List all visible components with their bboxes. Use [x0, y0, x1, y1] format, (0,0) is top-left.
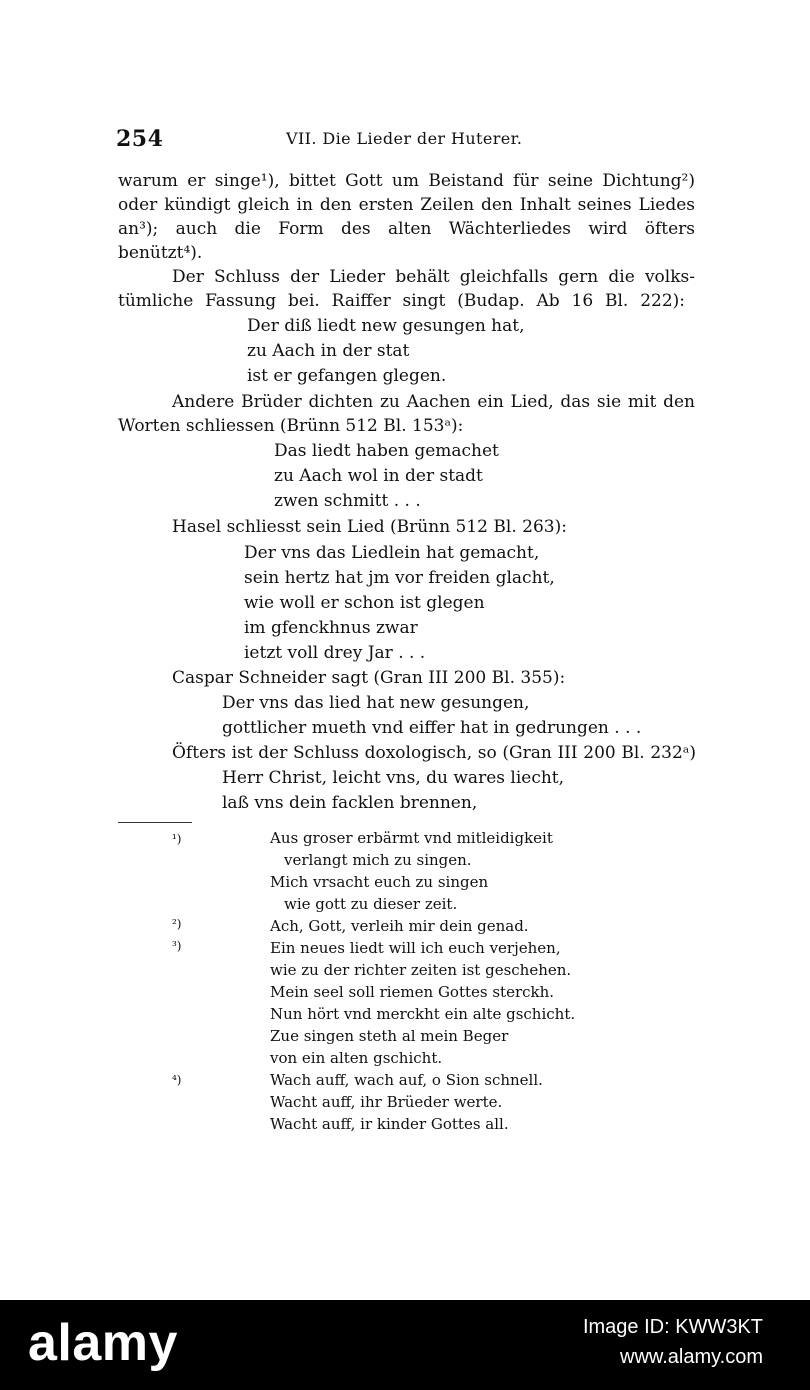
footnote-line: Wacht auff, ihr Brüeder werte.	[270, 1093, 503, 1111]
site-url-label: www.alamy.com	[620, 1346, 763, 1368]
body-line: benützt⁴).	[118, 243, 203, 263]
verse-line: zu Aach in der stat	[247, 341, 410, 361]
body-line: Worten schliessen (Brünn 512 Bl. 153ᵃ):	[118, 416, 464, 436]
footnote-line: wie zu der richter zeiten ist geschehen.	[270, 961, 572, 979]
body-line: Andere Brüder dichten zu Aachen ein Lied, das sie mit den	[172, 392, 695, 412]
footnote-line: von ein alten gschicht.	[270, 1049, 443, 1067]
running-title: VII. Die Lieder der Huterer.	[286, 129, 523, 148]
footnote-line: Zue singen steth al mein Beger	[270, 1027, 509, 1045]
image-id-label: Image ID: KWW3KT	[582, 1316, 763, 1338]
body-line: Der Schluss der Lieder behält gleichfalls gern die volks-	[172, 267, 695, 287]
footnote-marker: ¹)	[172, 832, 182, 846]
body-line: warum er singe¹), bittet Gott um Beistand für seine Dichtung²)	[118, 171, 695, 191]
verse-line: Der diß liedt new gesungen hat,	[247, 316, 525, 336]
verse-line: wie woll er schon ist glegen	[244, 593, 485, 613]
body-line: tümliche Fassung bei. Raiffer singt (Budap. Ab 16 Bl. 222):	[118, 291, 685, 311]
body-line: oder kündigt gleich in den ersten Zeilen den Inhalt seines Liedes	[118, 195, 695, 215]
footnote-line: wie gott zu dieser zeit.	[284, 895, 458, 913]
body-line: an³); auch die Form des alten Wächterliedes wird öfters	[118, 219, 695, 239]
verse-line: zwen schmitt . . .	[274, 491, 421, 511]
verse-line: Das liedt haben gemachet	[274, 441, 499, 461]
verse-line: Der vns das lied hat new gesungen,	[222, 693, 530, 713]
footnote-marker: ³)	[172, 939, 182, 953]
verse-line: laß vns dein facklen brennen,	[222, 793, 478, 813]
verse-line: Herr Christ, leicht vns, du wares liecht,	[222, 768, 565, 788]
footnote-marker: ²)	[172, 917, 182, 931]
footnote-marker: ⁴)	[172, 1073, 182, 1087]
footnote-rule	[118, 822, 192, 823]
body-line: Öfters ist der Schluss doxologisch, so (Gran III 200 Bl. 232ᵃ)	[172, 743, 696, 763]
footnote-line: Wacht auff, ir kinder Gottes all.	[270, 1115, 509, 1133]
page-number: 254	[116, 126, 164, 152]
footnote-line: Ein neues liedt will ich euch verjehen,	[270, 939, 561, 957]
body-line: Caspar Schneider sagt (Gran III 200 Bl. 355):	[172, 668, 566, 688]
footnote-line: Mich vrsacht euch zu singen	[270, 873, 489, 891]
footnote-line: Ach, Gott, verleih mir dein genad.	[270, 917, 529, 935]
verse-line: gottlicher mueth vnd eiffer hat in gedrungen . . .	[222, 718, 642, 738]
verse-line: zu Aach wol in der stadt	[274, 466, 483, 486]
footnote-line: verlangt mich zu singen.	[284, 851, 472, 869]
verse-line: Der vns das Liedlein hat gemacht,	[244, 543, 540, 563]
verse-line: im gfenckhnus zwar	[244, 618, 418, 638]
verse-line: sein hertz hat jm vor freiden glacht,	[244, 568, 555, 588]
verse-line: ietzt voll drey Jar . . .	[244, 643, 426, 663]
footnote-line: Aus groser erbärmt vnd mitleidigkeit	[270, 829, 553, 847]
verse-line: ist er gefangen glegen.	[247, 366, 447, 386]
alamy-logo: alamy	[28, 1314, 178, 1372]
footnote-line: Mein seel soll riemen Gottes sterckh.	[270, 983, 555, 1001]
footnote-line: Nun hört vnd merckht ein alte gschicht.	[270, 1005, 576, 1023]
body-line: Hasel schliesst sein Lied (Brünn 512 Bl. 263):	[172, 517, 567, 537]
footnote-line: Wach auff, wach auf, o Sion schnell.	[270, 1071, 543, 1089]
